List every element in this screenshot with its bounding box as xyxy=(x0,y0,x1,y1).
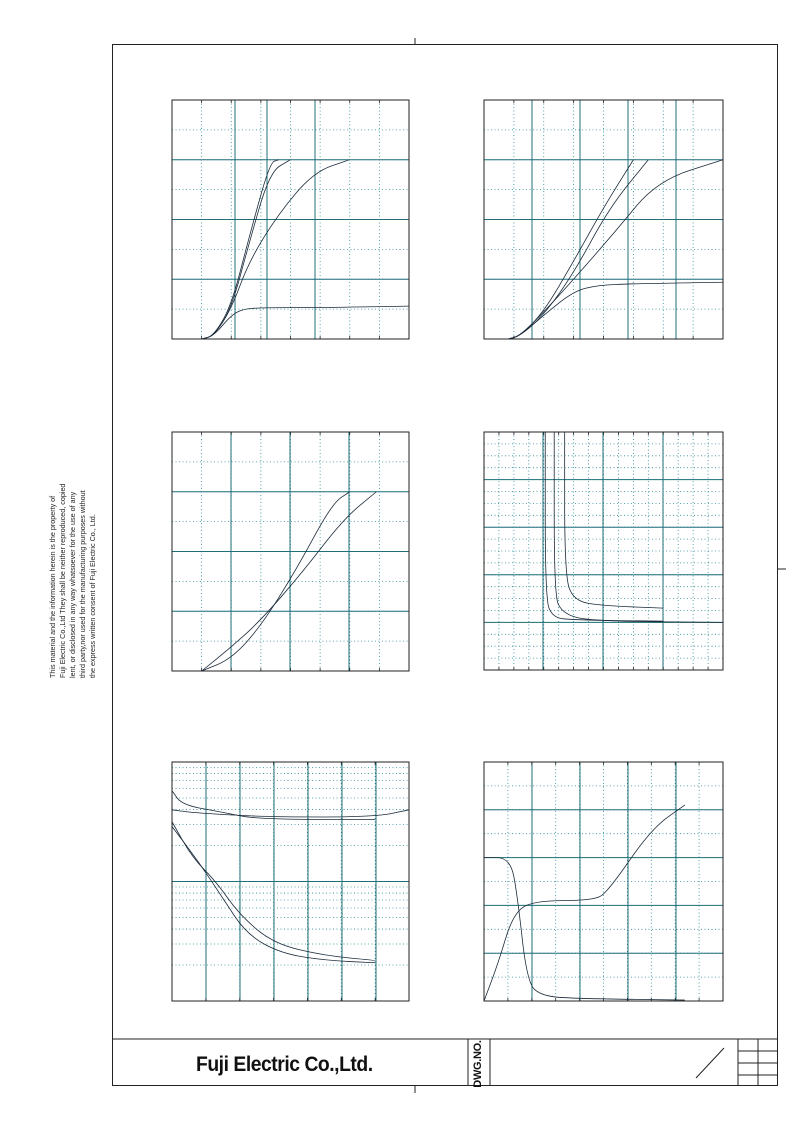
series-curve-c1 xyxy=(202,492,350,671)
dwg-number-label: DWG.NO. xyxy=(472,1040,484,1088)
series-curve-c2 xyxy=(484,805,685,1001)
notice-line: third party,nor used for the manufacturing purposes without xyxy=(78,490,87,678)
series-curve-c1 xyxy=(545,432,663,621)
chart-2 xyxy=(484,100,723,339)
notice-line: the express written consent of Fuji Electric Co., Ltd. xyxy=(88,514,97,678)
company-name: Fuji Electric Co.,Ltd. xyxy=(196,1053,373,1076)
series-curve-c3 xyxy=(202,160,350,339)
chart-6 xyxy=(484,762,723,1001)
notice-line: lent, or disclosed in any way whatsoever for the use of any xyxy=(68,491,77,678)
chart-1 xyxy=(172,100,409,339)
series-curve-c1 xyxy=(508,160,648,339)
series-curve-c4 xyxy=(508,282,723,339)
series-curve-c1 xyxy=(484,858,685,1000)
notice-line: Fuji Electric Co.,Ltd They shall be neither reproduced, copied xyxy=(58,483,67,678)
series-curve-c4 xyxy=(202,306,409,339)
chart-4 xyxy=(484,432,723,670)
chart-3 xyxy=(172,432,409,671)
notice-line: This material and the information herein is the property of xyxy=(48,495,57,678)
series-curve-c2 xyxy=(172,810,409,817)
revision-slash xyxy=(696,1048,724,1078)
chart-5 xyxy=(172,762,409,1001)
